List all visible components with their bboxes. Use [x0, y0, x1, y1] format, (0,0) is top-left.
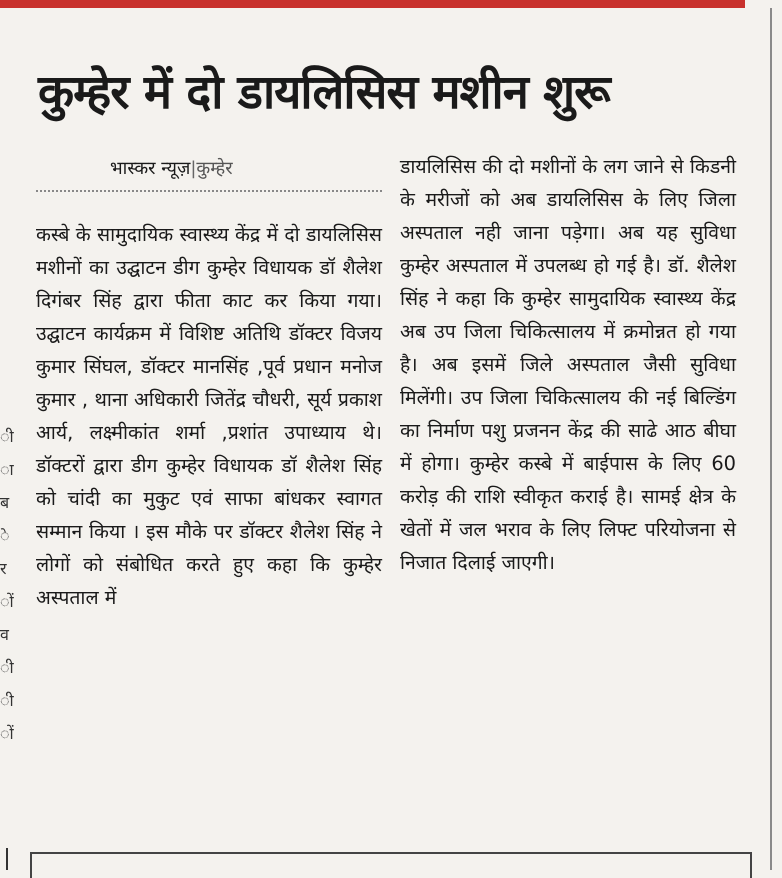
left-edge-rule: [6, 848, 8, 870]
neighbor-article-edge: [0, 420, 14, 750]
edge-fragment: व: [0, 625, 9, 644]
article-column-1: कस्बे के सामुदायिक स्वास्थ्य केंद्र में दो डायलिसिस मशीनों का उद्घाटन डीग कुम्हेर विधायक डॉ शैलेश दिगंबर सिंह द्वारा फीता काट कर किया गया। उद्घाटन कार्यक्रम में विशिष्ट अतिथि डॉक्टर विजय कुमार सिंघल, डॉक्टर मानसिंह ,पूर्व प्रधान मनोज कुमार , थाना अधिकारी जितेंद्र चौधरी, सूर्य प्रकाश आर्य, लक्ष्मीकांत शर्मा ,प्रशांत उपाध्याय थे। डॉक्टरों द्वारा डीग कुम्हेर विधायक डॉ शैलेश सिंह को चांदी का मुकुट एवं साफा बांधकर स्वागत सम्मान किया । इस मौके पर डॉक्टर शैलेश सिंह ने लोगों को संबोधित करते हुए कहा कि कुम्हेर अस्पताल में: [36, 223, 382, 609]
edge-fragment: र: [0, 559, 7, 578]
next-article-box-edge: [30, 852, 752, 878]
byline-separator: |: [190, 158, 197, 179]
edge-fragment: े: [0, 526, 10, 545]
column-divider-rule: [770, 8, 772, 870]
byline-dotted-divider: [36, 190, 382, 192]
top-red-rule: [0, 0, 745, 8]
edge-fragment: ा: [0, 460, 14, 479]
article-column-2: डायलिसिस की दो मशीनों के लग जाने से किडनी के मरीजों को अब डायलिसिस के लिए जिला अस्पताल नही जाना पड़ेगा। अब यह सुविधा कुम्हेर अस्पताल में उपलब्ध हो गई है। डॉ. शैलेश सिंह ने कहा कि कुम्हेर सामुदायिक स्वास्थ्य केंद्र अब उप जिला चिकित्सालय में क्रमोन्नत हो गया है। अब इसमें जिले अस्पताल जैसी सुविधा मिलेंगी। उप जिला चिकित्सालय की नई बिल्डिंग का निर्माण पशु प्रजनन केंद्र की साढे आठ बीघा में होगा। कुम्हेर कस्बे में बाईपास के लिए 60 करोड़ की राशि स्वीकृत कराई है। सामई क्षेत्र के खेतों में जल भराव के लिए लिफ्ट परियोजना से निजात दिलाई जाएगी।: [400, 155, 736, 574]
edge-fragment: ों: [0, 592, 14, 611]
edge-fragment: ब: [0, 493, 10, 512]
edge-fragment: ी: [0, 691, 14, 710]
byline: [110, 156, 233, 182]
edge-fragment: ों: [0, 724, 14, 743]
edge-fragment: ी: [0, 427, 14, 446]
byline-place: कुम्हेर: [196, 158, 233, 179]
article-headline: कुम्हेर में दो डायलिसिस मशीन शुरू: [38, 65, 610, 120]
byline-source: भास्कर न्यूज़: [110, 158, 191, 179]
edge-fragment: ी: [0, 658, 14, 677]
